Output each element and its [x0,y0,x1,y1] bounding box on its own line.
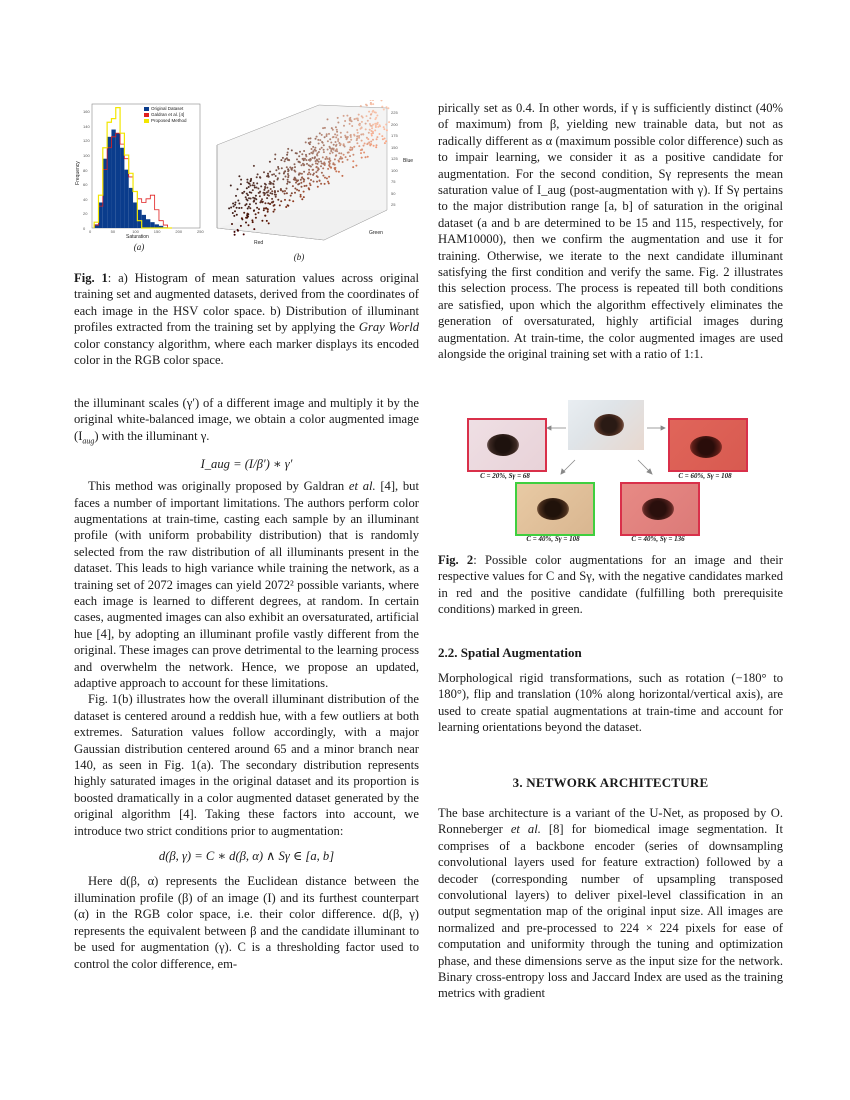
scatter-z-tick: 175 [391,133,398,138]
figure-2-caption: Fig. 2: Possible color augmentations for an image and their respective values for C and Sγ, with the negative candidates marked in red and the positive candidate (fulfilling both prerequisite conditions) marked in green. [438,553,783,617]
arrow-down-left-icon [563,460,575,472]
histogram-y-tick: 120 [83,138,90,144]
scatter-z-tick: 75 [391,179,396,184]
figure-2-caption-label: Fig. 2 [438,553,474,567]
arrows [460,398,750,543]
histogram-y-tick: 160 [83,109,90,115]
histogram-x-tick: 100 [132,229,139,234]
figure-2 [460,398,750,543]
figure-1-caption-label: Fig. 1 [74,271,108,285]
section-heading-network-architecture: 3. NETWORK ARCHITECTURE [512,775,709,790]
arrow-down-right-icon [638,460,650,472]
histogram-y-tick: 140 [83,123,90,129]
histogram-ylabel: Frequency [74,161,81,185]
scatter-z-tick: 225 [391,110,398,115]
histogram-y-tick: 60 [83,182,88,188]
legend-proposed: Proposed Method [151,118,187,123]
histogram-legend [144,106,187,124]
paragraph-illuminant-distribution: Fig. 1(b) illustrates how the overall illuminant distribution of the dataset is centered around a reddish hue, with a few outliers at both extremes. Saturation values follow accordingly, with a major Gaussian distribution centered around 65 and a minor branch near 140, as seen in Fig. 1(a). The secondary distribution represents highly saturated images in the original dataset and its proportion is boosted dramatically in a color augmented dataset generated by the original algorithm [4]. Taking these factors into account, we introduce two strict conditions prior to augmentation: [74,692,419,838]
histogram-chart [74,100,204,250]
histogram-y-tick: 20 [83,211,88,217]
equation-conditions: d(β, γ) = C ∗ d(β, α) ∧ Sγ ∈ [a, b] [158,849,335,864]
paragraph-galdran-limitations: This method was originally proposed by Galdran et al. [4], but faces a number of important limitations. The authors perform color augmentations at train-time, casting each sample by an illuminant profile (with uniform probability distribution) that is randomly selected from the raw distribution of all illuminants present in the dataset. This leads to high variance while training the network, as a training set of 2072 images can yield 2072² possible variants, where each image is learned to different degrees, at random. In certain cases, augmented images can also exhibit an oversaturated, artificial hue [4], by adopting an illuminant profile vastly different from the original. These images can prove detrimental to the learning process and overwhelm the network. Hence, we propose an updated, adaptive approach to account for these limitations. [74,479,419,691]
histogram-x-tick: 50 [110,229,116,234]
scatter-z-tick: 200 [391,121,398,127]
candidate-label-c60: C = 60%, Sγ = 108 [678,472,732,480]
histogram-y-tick: 100 [83,153,90,159]
candidate-label-c40-positive: C = 40%, Sγ = 108 [526,535,580,543]
figure-1b-label: (b) [293,252,305,262]
figure-1a-label: (a) [133,242,145,252]
scatter-zlabel: Blue [403,158,414,164]
histogram-y-tick: 40 [83,196,88,202]
legend-original: Original Dataset [151,106,184,111]
scatter-xlabel: Red [254,240,264,246]
section-heading-spatial-augmentation: 2.2. Spatial Augmentation [438,645,582,660]
scatter-3d-chart [209,100,424,265]
histogram-y-tick: 80 [83,167,88,173]
histogram-xlabel: Saturation [126,234,149,240]
equation-iaug: I_aug = (I/β′) ∗ γ′ [200,456,293,471]
scatter-z-tick: 100 [391,167,398,173]
scatter-z-tick: 25 [391,202,396,207]
histogram-x-tick: 200 [175,229,183,234]
histogram-x-tick: 150 [153,229,161,234]
figure-1-caption: Fig. 1: a) Histogram of mean saturation values across original training set and augmented datasets, derived from the coordinates of each image in the HSV color space. b) Distribution of illuminant profiles extracted from the training set by applying the Gray World color constancy algorithm, where each marker displays its encoded color in the RGB color space. [74,271,420,368]
histogram-x-tick: 250 [197,229,204,234]
paragraph-illuminant-scales: the illuminant scales (γ′) of a different image and multiply it by the original white-balanced image, we obtain a color augmented image $(I_{aug})$ with the illuminant γ. [74,396,419,446]
paragraph-candidate-selection: pirically set as 0.4. In other words, if γ is sufficiently distinct (40% of maximum) from β, yielding new trainable data, but not as radically different as α (maximum possible color difference) such as to impair learning, we consider it as a positive candidate for augmentation. For the second condition, Sγ represents the mean saturation value of I_aug (post-augmentation with γ). If Sγ pertains to the major distribution range [a, b] of saturation in the original dataset (a and b are determined to be 15 and 115, respectively, for HAM10000), then we confirm the augmentation and use it for training. Otherwise, we iterate to the next candidate illuminant satisfying the first condition and verify the same. Fig. 2 illustrates this selection process. The process is repeated till both conditions are satisfied, upon which the algorithm effectively eliminates the generation of oversaturated, highly artificial images during augmentation. At train-time, the color augmented images are used alongside the original training set with a ratio of 1:1. [438,101,783,362]
scatter-ylabel: Green [369,230,383,236]
scatter-z-tick: 50 [391,190,396,196]
legend-galdran: Galdran et al. [4] [151,112,185,117]
scatter-z-tick: 150 [391,144,398,150]
figure-1 [74,100,424,265]
histogram-y-tick: 0 [83,226,86,231]
paragraph-euclidean-distance: Here d(β, α) represents the Euclidean distance between the illumination profile (β) of an image (I) and its furthest counterpart (α) in the RGB color space, i.e. their color difference. d(β, γ) represents the equivalent between β and the candidate illuminant to be used for augmentation (γ). C is a thresholding factor used to control the color difference, em- [74,874,419,971]
paragraph-spatial-augmentation: Morphological rigid transformations, such as rotation (−180° to 180°), flip and translation (10% along horizontal/vertical axis), are used to create spatial augmentations at train-time and account for learning orientations beyond the dataset. [438,671,783,735]
scatter-z-tick: 125 [391,156,398,161]
histogram-x-tick: 0 [89,229,92,234]
candidate-label-c20: C = 20%, Sγ = 68 [480,472,530,480]
paragraph-network-architecture: The base architecture is a variant of the U-Net, as proposed by O. Ronneberger et al. [8] for biomedical image segmentation. It comprises of a backbone encoder (series of downsampling convolutional layers used for feature extraction) followed by a decoder (corresponding number of upsampling transposed convolutional layers) to deliver pixel-level classification in an output segmentation map of the original input size. All images are normalized and pre-processed to 224 × 224 pixels for ease of computation and uniformity through the tuning and optimization phase, and these dimensions serve as the input size for the network. Binary cross-entropy loss and Jaccard Index are used as the training metrics with gradient [438,806,783,1001]
candidate-label-c40-negative: C = 40%, Sγ = 136 [631,535,685,543]
